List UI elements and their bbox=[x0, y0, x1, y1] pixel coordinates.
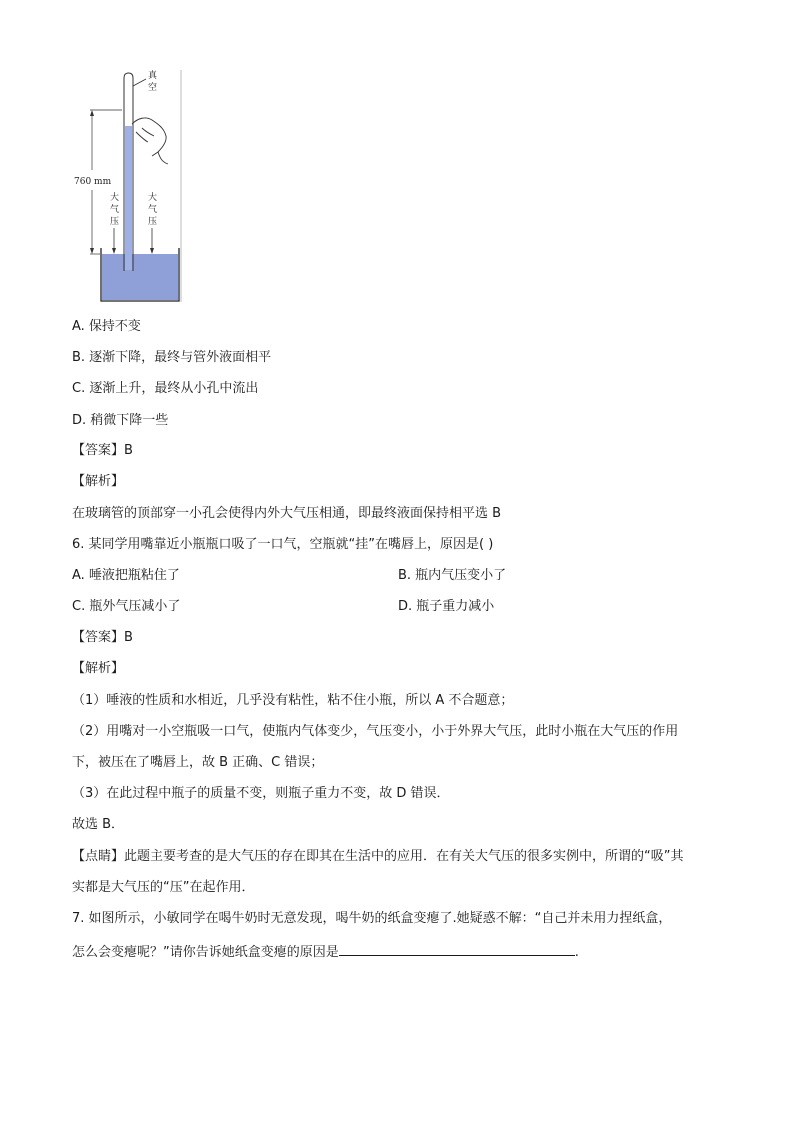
q6-option-a: A. 唾液把瓶粘住了 bbox=[72, 568, 180, 583]
q6-answer: 【答案】B bbox=[72, 630, 133, 645]
q6-analysis-2b: 下，被压在了嘴唇上，故 B 正确、C 错误； bbox=[72, 755, 324, 770]
height-label: 760 mm bbox=[74, 177, 112, 187]
q7-stem-a: 7. 如图所示，小敏同学在喝牛奶时无意发现，喝牛奶的纸盒变瘪了.她疑惑不解：“自己并未用力捏纸盒， bbox=[72, 911, 672, 926]
q6-analysis-label: 【解析】 bbox=[72, 661, 125, 676]
q7-answer-blank[interactable] bbox=[339, 941, 575, 956]
q6-option-b: B. 瓶内气压变小了 bbox=[398, 568, 507, 583]
q6-option-d: D. 瓶子重力减小 bbox=[398, 599, 495, 614]
atm-inside-label-2: 气 bbox=[110, 205, 120, 215]
q5-option-b: B. 逐渐下降，最终与管外液面相平 bbox=[72, 350, 272, 365]
atm-outside-label-1: 大 bbox=[148, 193, 158, 203]
atm-inside-label-1: 大 bbox=[110, 193, 120, 203]
basin-liquid bbox=[102, 254, 178, 300]
atm-outside-label-3: 压 bbox=[148, 217, 158, 227]
tube-mercury-column bbox=[125, 126, 132, 270]
q5-answer: 【答案】B bbox=[72, 443, 133, 458]
q6-analysis-1: （1）唾液的性质和水相近，几乎没有粘性，粘不住小瓶，所以 A 不合题意； bbox=[72, 693, 514, 708]
q7-stem-b: 怎么会变瘪呢？”请你告诉她纸盒变瘪的原因是 bbox=[72, 945, 339, 960]
atm-inside-label-3: 压 bbox=[110, 217, 120, 227]
q6-comment-b: 实都是大气压的“压”在起作用． bbox=[72, 880, 255, 895]
torricelli-figure bbox=[72, 66, 184, 306]
q7-stem-b-line bbox=[72, 941, 579, 962]
q5-option-c: C. 逐渐上升，最终从小孔中流出 bbox=[72, 381, 259, 396]
q5-option-a: A. 保持不变 bbox=[72, 319, 141, 334]
q5-analysis: 在玻璃管的顶部穿一小孔会使得内外大气压相通，即最终液面保持相平选 B bbox=[72, 506, 502, 521]
vacuum-label-1: 真 bbox=[148, 71, 158, 81]
q6-stem: 6. 某同学用嘴靠近小瓶瓶口吸了一口气，空瓶就“挂”在嘴唇上，原因是( ) bbox=[72, 537, 494, 552]
q5-analysis-label: 【解析】 bbox=[72, 474, 125, 489]
vacuum-label-2: 空 bbox=[148, 83, 158, 93]
q5-option-d: D. 稍微下降一些 bbox=[72, 413, 169, 428]
q6-comment-a: 【点睛】此题主要考查的是大气压的存在即其在生活中的应用．在有关大气压的很多实例中，所谓的“吸”其 bbox=[72, 849, 684, 864]
q6-analysis-2a: （2）用嘴对一小空瓶吸一口气，使瓶内气体变少，气压变小，小于外界大气压，此时小瓶在大气压的作用 bbox=[72, 724, 679, 739]
atm-outside-label-2: 气 bbox=[148, 205, 158, 215]
q6-analysis-3: （3）在此过程中瓶子的质量不变，则瓶子重力不变，故 D 错误． bbox=[72, 786, 450, 801]
q6-option-c: C. 瓶外气压减小了 bbox=[72, 599, 181, 614]
q6-conclusion: 故选 B． bbox=[72, 817, 125, 832]
q7-stem-end: . bbox=[574, 945, 579, 960]
